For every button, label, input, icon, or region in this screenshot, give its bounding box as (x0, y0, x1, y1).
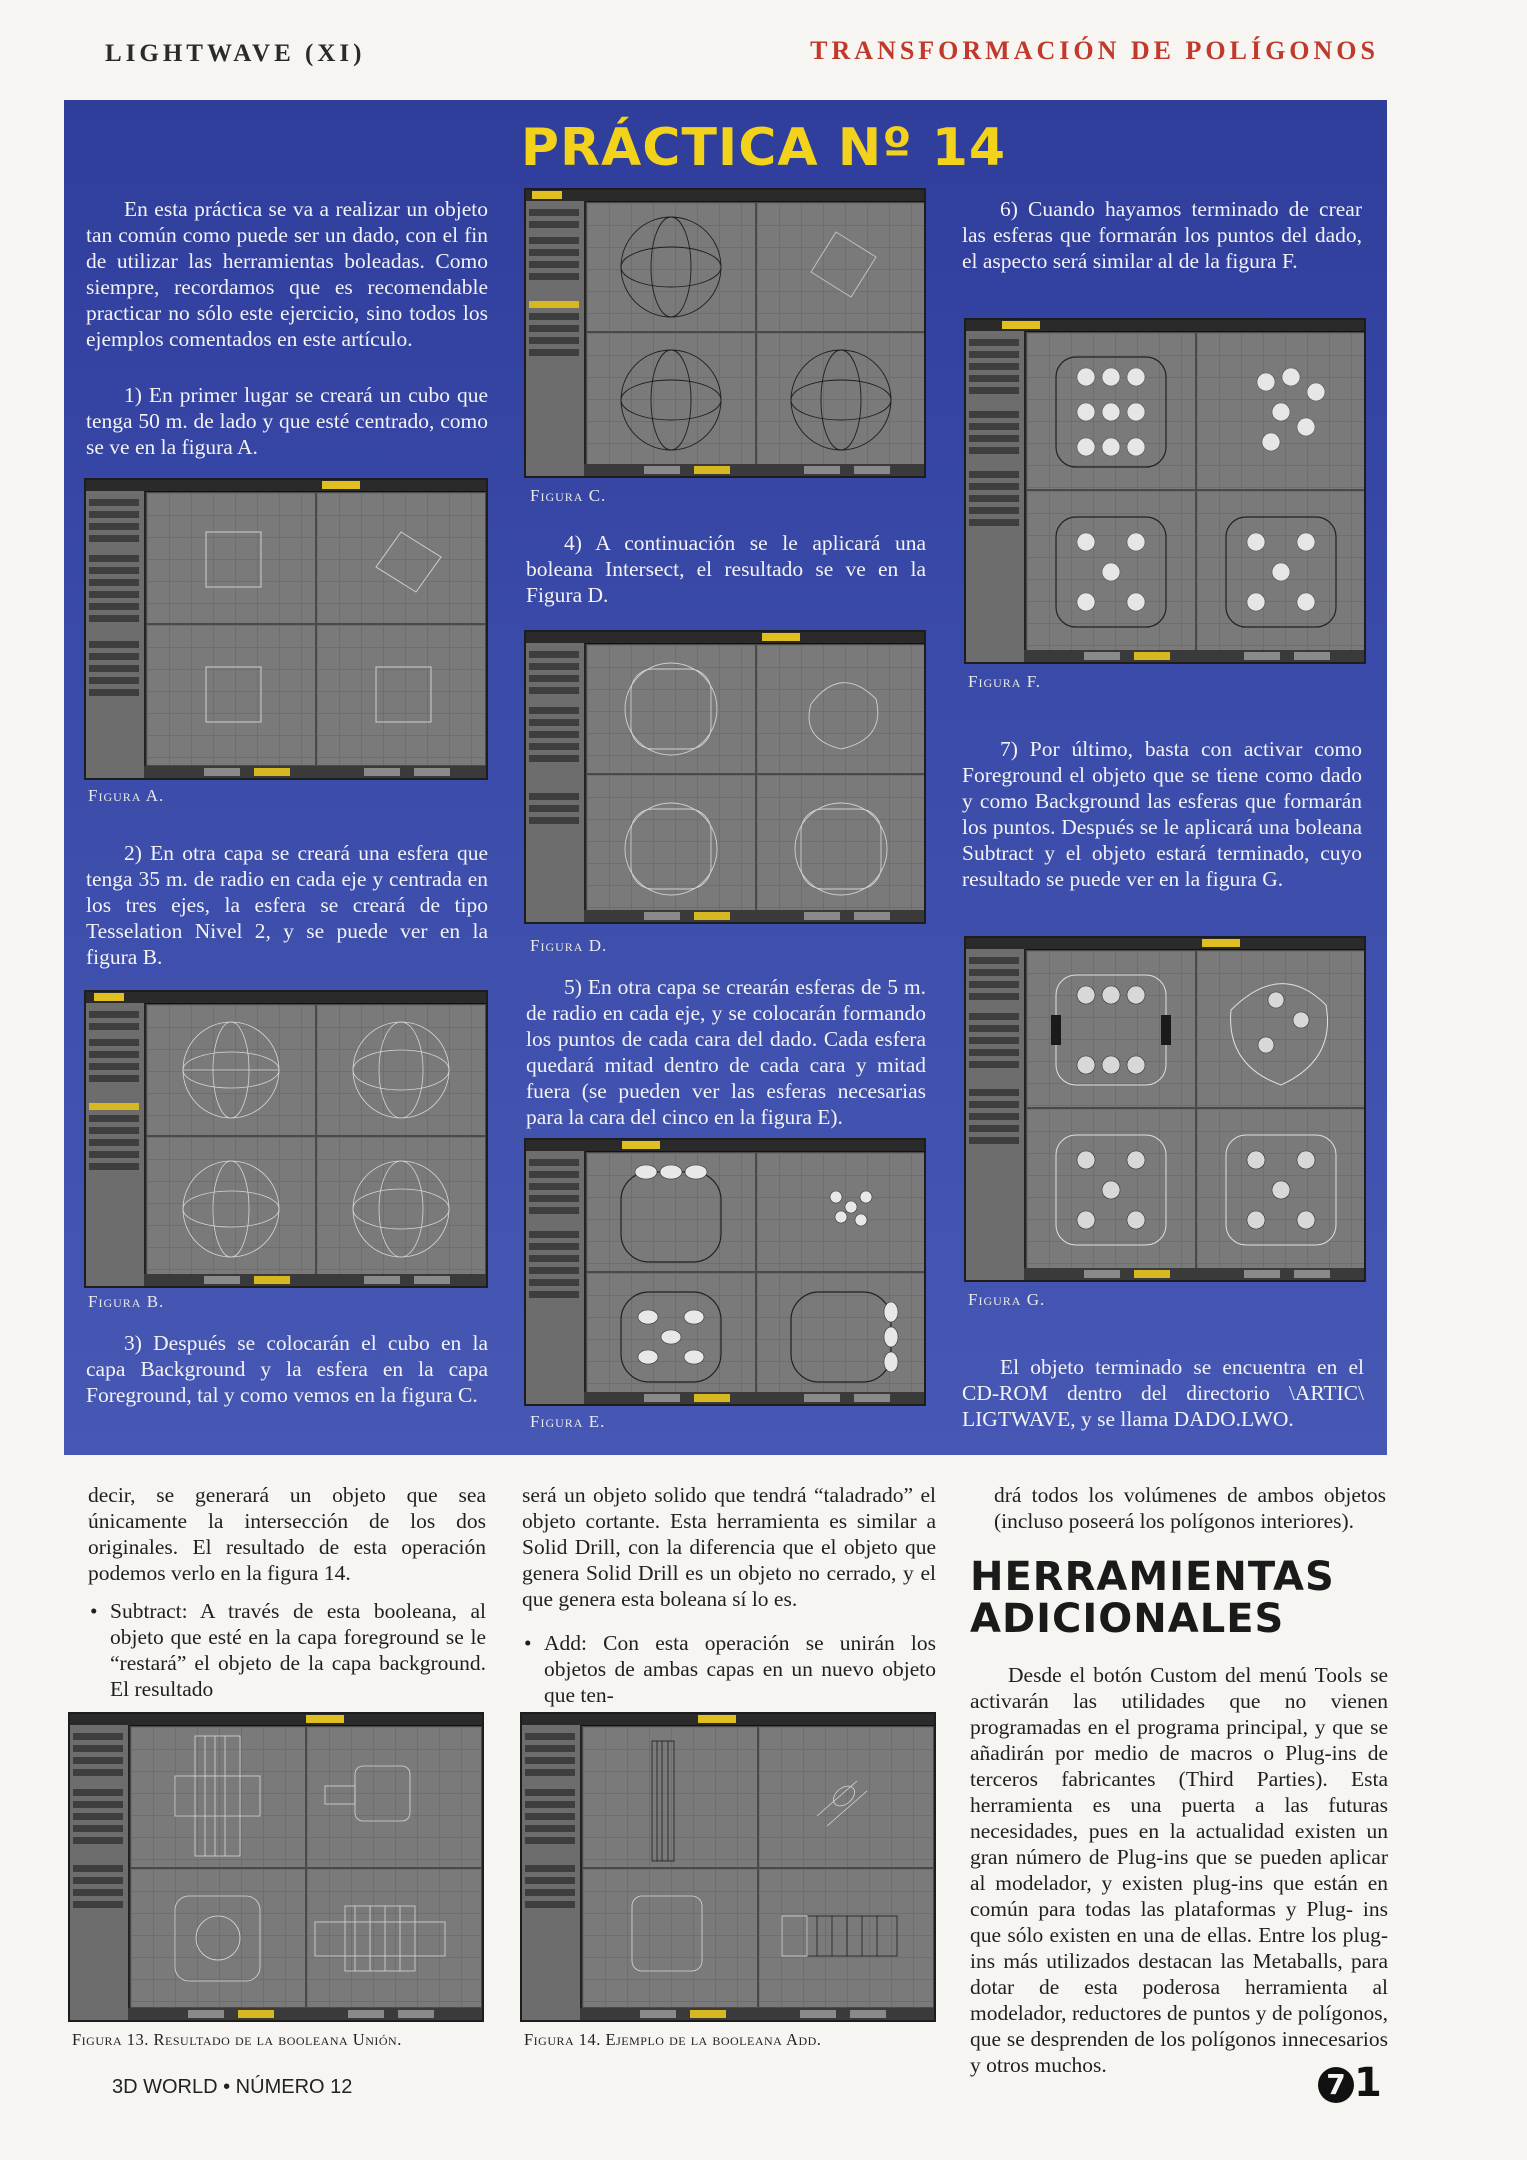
practice-intro: En esta práctica se va a realizar un objeto tan común como puede ser un dado, con el fin de utilizar las herramientas boleadas. Como siempre, recordamos que es recomendable practicar no sólo este ejercicio, sino todos los ejemplos comentados en este artículo. (86, 197, 488, 351)
figure-a-screenshot (84, 478, 488, 780)
add-wireframe (582, 1726, 934, 2010)
figure-a-caption: Figura A. (88, 786, 165, 805)
practice-col1-step3-wrap (86, 1330, 488, 1408)
intersect-wireframe (586, 644, 926, 914)
figure-f-screenshot (964, 318, 1366, 664)
practice-col3-step6-wrap (962, 196, 1362, 274)
article-col3-plugins-paragraph: Desde el botón Custom del menú Tools se activarán las utilidades que no vienen programadas en el programa principal, y que se añadirán por medio de macros o Plug-ins de terceros fabricantes (Third Parties). Esta herramienta es una puerta a las futuras necesidades, pues en la actualidad existen un gran número de Plug-ins que se pueden aplicar al modelador, y existen plug-ins que están en común para todas las plataformas y Plug- ins que sólo existen en una de ellas. Entre los plug-ins más utilizados destacan las Metaballs, para dotar de esta poderosa herramienta al modelador, reductores de puntos y de polígonos, que se desprenden de los polígonos innecesarios y otros muchos. (970, 1663, 1388, 2077)
section-heading-line1: HERRAMIENTAS (970, 1554, 1335, 1600)
practice-step-6: 6) Cuando hayamos terminado de crear las esferas que formarán los puntos del dado, el aspecto será similar al de la figura F. (962, 197, 1362, 273)
finished-dice-wireframe (1026, 950, 1366, 1270)
figure-b-screenshot (84, 990, 488, 1288)
footer-magazine: 3D WORLD • NÚMERO 12 (112, 2076, 353, 2098)
figure-e-caption: Figura E. (530, 1412, 606, 1431)
practice-step-5: 5) En otra capa se crearán esferas de 5 m. de radio en cada eje, y se colocarán formando los puntos de cada cara del dado. Cada esfera quedará mitad dentro de cada cara y mitad fuera (se pueden ver las esferas necesarias para la cara del cinco en la figura E). (526, 975, 926, 1129)
article-add-bullet: • Add: Con esta operación se unirán los objetos de ambas capas en un nuevo objeto que ten- (522, 1630, 936, 1708)
article-col2-paragraph: será un objeto solido que tendrá “taladrado” el objeto cortante. Esta herramienta es similar a Solid Drill, con la diferencia que el objeto que genera Solid Drill es un objeto no cerrado, y el que genera esta boleana sí lo es. (522, 1483, 936, 1611)
practice-step-3: 3) Después se colocarán el cubo en la capa Background y la esfera en la capa Foreground, tal y como vemos en la figura C. (86, 1331, 488, 1407)
figure-d-caption: Figura D. (530, 936, 608, 955)
figure-e-screenshot (524, 1138, 926, 1406)
practice-col3-step7-wrap (962, 736, 1362, 892)
article-col3-lower (970, 1662, 1388, 2078)
page-number-circle: 7 (1318, 2067, 1354, 2103)
article-col3-paragraph: drá todos los volúmenes de ambos objetos (incluso poseerá los polígonos interiores). (994, 1483, 1386, 1533)
practice-col3-final-wrap (962, 1354, 1364, 1432)
figure-d-screenshot (524, 630, 926, 924)
figure-f-caption: Figura F. (968, 672, 1042, 691)
practice-col1-text (86, 196, 488, 460)
figure-14-screenshot (520, 1712, 936, 2022)
page-number-rest: 1 (1354, 2060, 1382, 2106)
figure-c-screenshot (524, 188, 926, 478)
practice-step-7: 7) Por último, basta con activar como Foreground el objeto que se tiene como dado y como Background las esferas que formarán los puntos. Después se le aplicará una boleana Subtract y el objeto estará terminado, cuyo resultado se puede ver en la figura G. (962, 737, 1362, 891)
dice-points-wireframe (1026, 332, 1366, 652)
sphere-cube-wireframe (586, 202, 926, 468)
practice-col1-step2-wrap (86, 840, 488, 970)
article-col3 (994, 1482, 1386, 1534)
figure-g-caption: Figura G. (968, 1290, 1046, 1309)
practice-step-1: 1) En primer lugar se creará un cubo que tenga 50 m. de lado y que esté centrado, como se ve en la figura A. (86, 383, 488, 459)
practice-col2-step4-wrap (526, 530, 926, 608)
figure-c-caption: Figura C. (530, 486, 607, 505)
cube-wireframe (146, 492, 486, 768)
figure-13-screenshot (68, 1712, 484, 2022)
figure-b-caption: Figura B. (88, 1292, 165, 1311)
section-heading (970, 1556, 1335, 1640)
dice-spheres-wireframe (586, 1152, 926, 1394)
union-wireframe (130, 1726, 482, 2010)
practice-step-4: 4) A continuación se le aplicará una boleana Intersect, el resultado se ve en la Figura D. (526, 531, 926, 607)
figure-g-screenshot (964, 936, 1366, 1282)
article-col1 (88, 1482, 486, 1702)
practice-final-note: El objeto terminado se encuentra en el CD-ROM dentro del directorio \ARTIC\ LIGTWAVE, y se llama DADO.LWO. (962, 1355, 1364, 1431)
figure-14-caption: Figura 14. Ejemplo de la booleana Add. (524, 2030, 822, 2049)
running-header-right: TRANSFORMACIÓN DE POLÍGONOS (810, 36, 1379, 65)
sphere-wireframe (146, 1004, 486, 1278)
article-col1-paragraph: decir, se generará un objeto que sea únicamente la intersección de los dos originales. El resultado de esta operación podemos verlo en la figura 14. (88, 1483, 486, 1585)
practice-col2-step5-wrap (526, 974, 926, 1130)
page-number (1318, 2060, 1382, 2106)
running-header-left: LIGHTWAVE (XI) (105, 40, 366, 67)
figure-13-caption: Figura 13. Resultado de la booleana Unión. (72, 2030, 402, 2049)
section-heading-line2: ADICIONALES (970, 1596, 1285, 1642)
article-col2 (522, 1482, 936, 1708)
practice-step-2: 2) En otra capa se creará una esfera que tenga 35 m. de radio en cada eje y centrada en los tres ejes, la esfera se creará de tipo Tesselation Nivel 2, y se puede ver en la figura B. (86, 841, 488, 969)
practice-title: PRÁCTICA Nº 14 (520, 118, 1007, 178)
article-subtract-bullet: • Subtract: A través de esta booleana, al objeto que esté en la capa foreground se le “restará” el objeto de la capa background. El resultado (88, 1598, 486, 1702)
